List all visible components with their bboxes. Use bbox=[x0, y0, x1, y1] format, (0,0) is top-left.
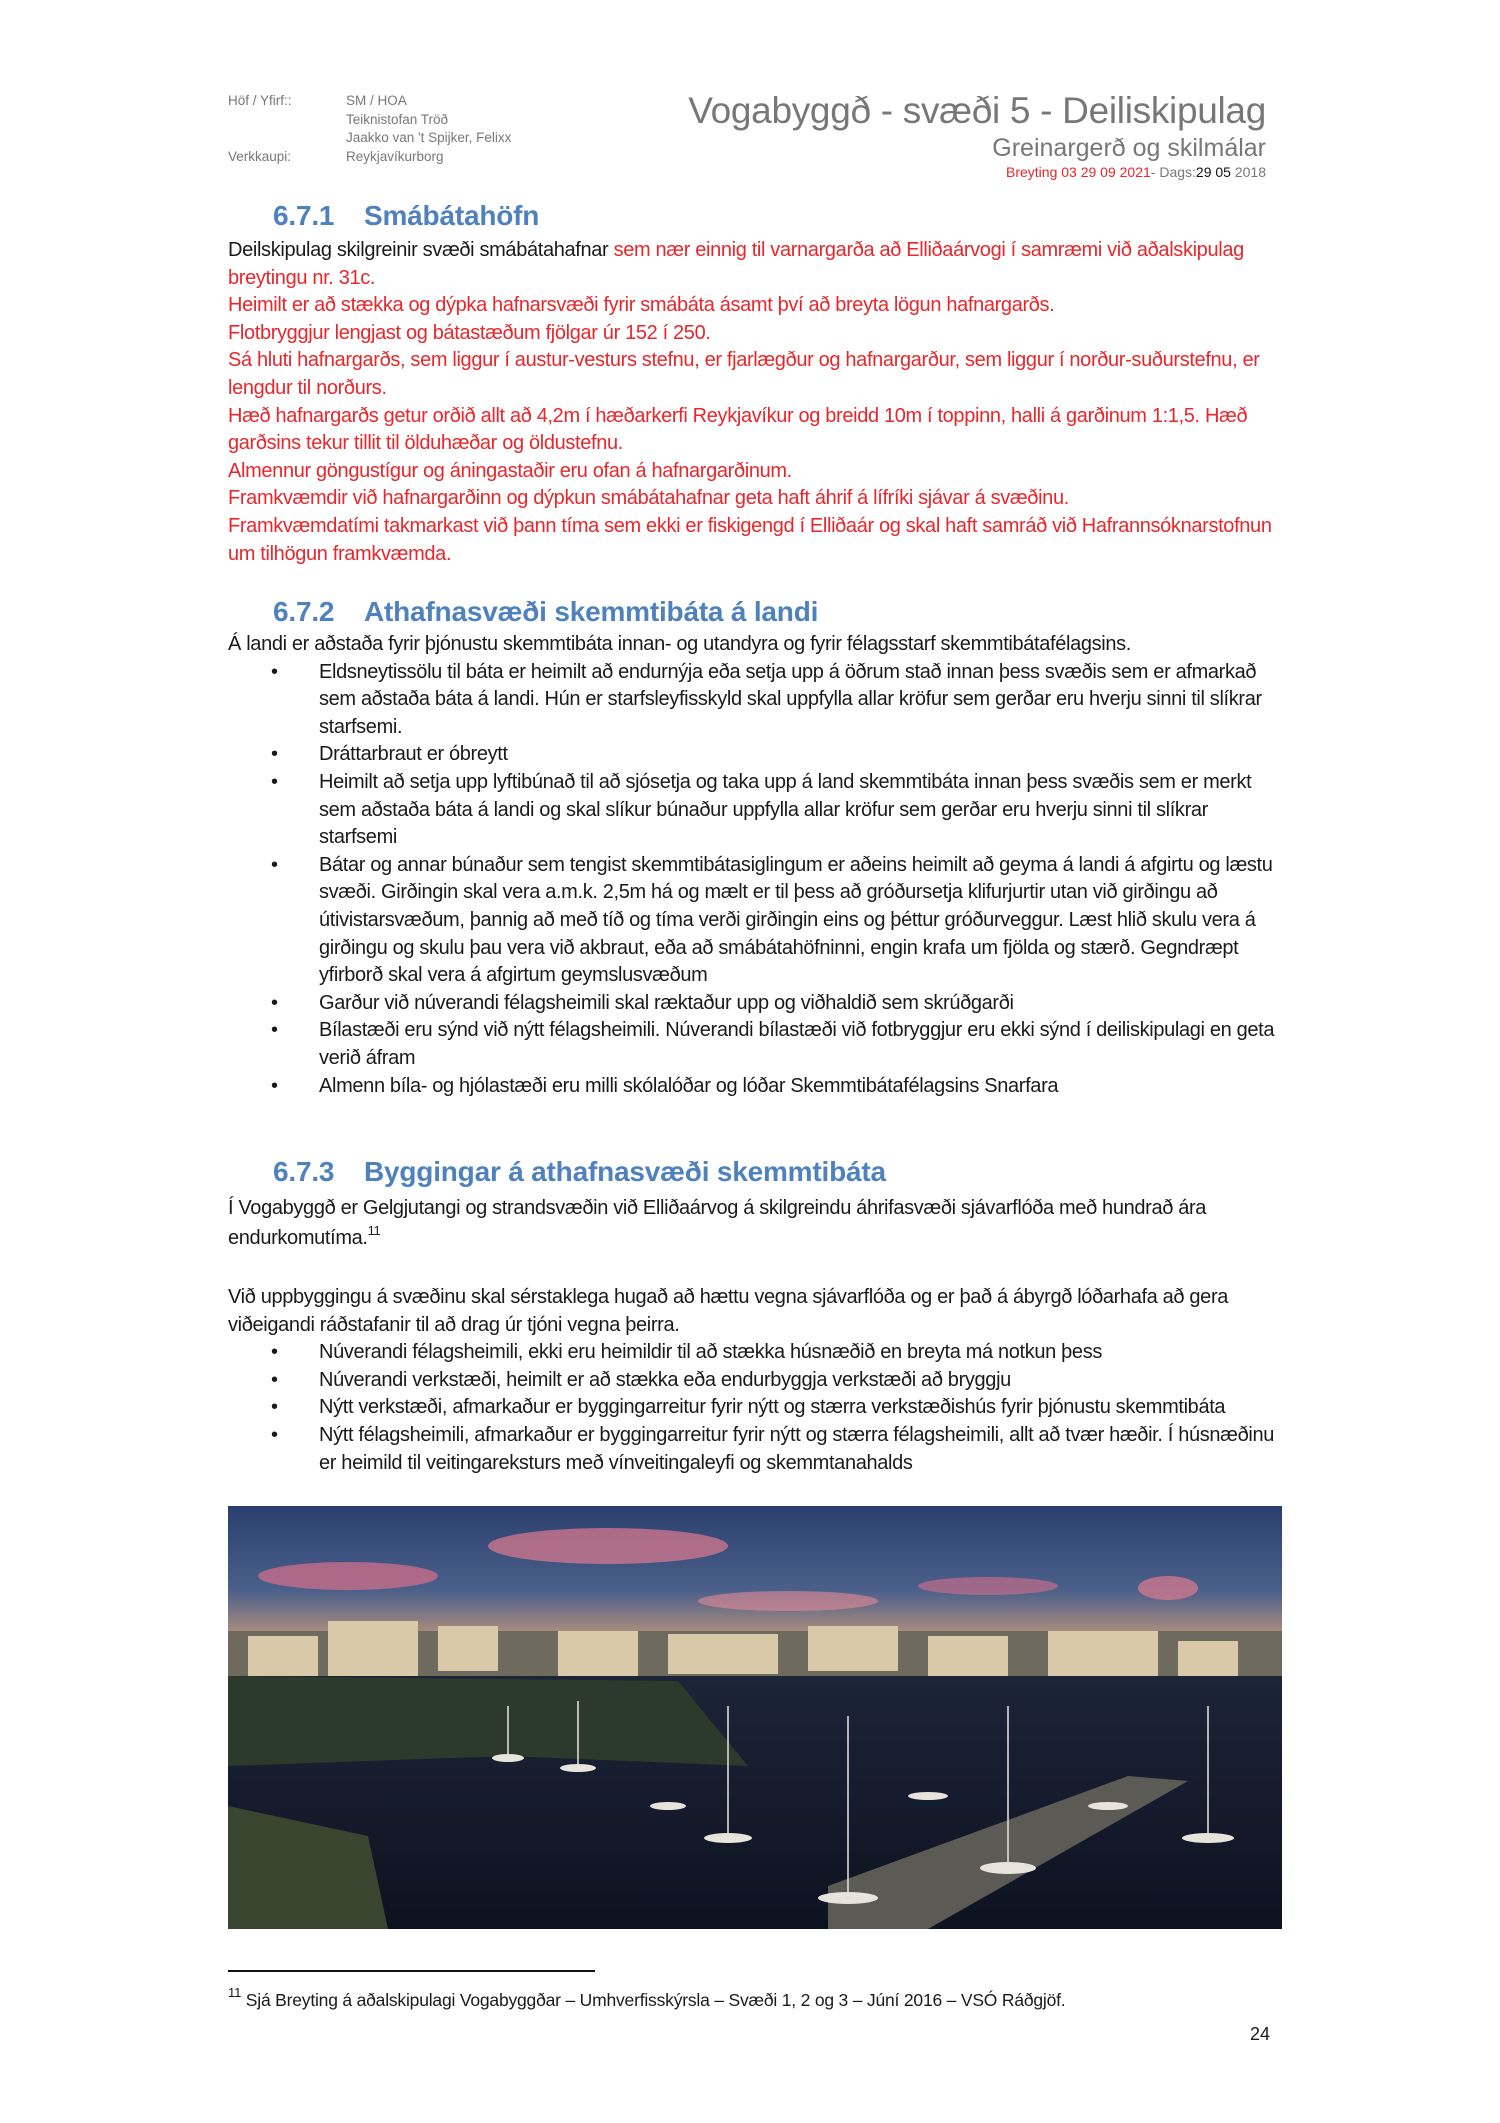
paragraph: Við uppbyggingu á svæðinu skal sérstaklega hugað að hættu vegna sjávarflóða og er það á ábyrgð lóðarhafa að gera viðeigandi ráðstafanir til að drag úr tjóni vegna þeirra. bbox=[228, 1286, 1229, 1336]
section-title: Byggingar á athafnasvæði skemmtibáta bbox=[364, 1156, 886, 1187]
list-item bbox=[228, 1367, 1290, 1395]
document-title: Vogabyggð - svæði 5 - Deiliskipulag bbox=[688, 90, 1266, 131]
footnote bbox=[228, 1985, 1066, 2011]
list-item bbox=[228, 1073, 1290, 1101]
bullet-icon: • bbox=[271, 770, 278, 793]
section-number: 6.7.3 bbox=[273, 1156, 335, 1187]
bullet-icon: • bbox=[271, 1396, 278, 1419]
section-672-body bbox=[228, 631, 1290, 1100]
paragraph: Á landi er aðstaða fyrir þjónustu skemmtibáta innan- og utandyra og fyrir félagsstarf skemmtibátafélagsins. bbox=[228, 633, 1132, 655]
intro-text: Í Vogabyggð er Gelgjutangi og strandsvæðin við Elliðaárvog á skilgreindu áhrifasvæði sjávarflóða með hundrað ára endurkomutíma. bbox=[228, 1197, 1207, 1249]
date-bold: 29 05 bbox=[1195, 164, 1231, 180]
list-item-text: Eldsneytissölu til báta er heimilt að endurnýja eða setja upp á öðrum stað innan þess svæðis sem er afmarkað sem aðstaða báta á landi. Hún er starfsleyfisskyld skal uppfylla allar kröfur sem gerðar eru hverju sinni til slíkrar starfsemi. bbox=[319, 660, 1262, 738]
marina-rendering-image bbox=[228, 1506, 1282, 1929]
bullet-list bbox=[228, 1339, 1290, 1477]
list-item bbox=[228, 852, 1290, 990]
list-item-text: Bátar og annar búnaður sem tengist skemmtibátasiglingum er aðeins heimilt að geyma á landi á afgirtu og læstu svæði. Girðingin skal vera a.m.k. 2,5m há og mælt er til þess að gróðursetja klifurjurtir utan við girðingu að útivistarsvæðum, þannig að með tíð og tíma verði girðingin eins og þéttur gróðurveggur. Læst hlið skulu vera á girðingu og skulu þau vera við akbraut, eða að smábátahöfninni, engin krafa um fjölda og stærð. Gegndræpt yfirborð skal vera á afgirtum geymslusvæðum bbox=[319, 853, 1273, 987]
revision-line: Sá hluti hafnargarðs, sem liggur í austur-vesturs stefnu, er fjarlægður og hafnargarður, sem liggur í norður-suðurstefnu, er lengdur til norðurs. bbox=[228, 349, 1260, 399]
list-item-text: Nýtt verkstæði, afmarkaður er byggingarreitur fyrir nýtt og stærra verkstæðishús fyrir þjónustu skemmtibáta bbox=[319, 1396, 1226, 1419]
bullet-icon: • bbox=[271, 1368, 278, 1391]
revision-line: Framkvæmdir við hafnargarðinn og dýpkun smábátahafnar geta haft áhrif á lífríki sjávar á svæðinu. bbox=[228, 487, 1069, 510]
revision-line: Flotbryggjur lengjast og bátastæðum fjölgar úr 152 í 250. bbox=[228, 321, 711, 344]
paragraph bbox=[228, 1193, 1290, 1253]
footnote-number: 11 bbox=[228, 1985, 242, 2000]
list-item bbox=[228, 659, 1290, 742]
list-item-text: Garður við núverandi félagsheimili skal ræktaður upp og viðhaldið sem skrúðgarði bbox=[319, 991, 1014, 1014]
list-item bbox=[228, 1422, 1290, 1477]
list-item-text: Heimilt að setja upp lyftibúnað til að sjósetja og taka upp á land skemmtibáta innan þess svæðis sem er merkt sem aðstaða báta á landi og skal slíkur búnaður uppfylla allar kröfur sem gerðar eru hverju sinni til slíkrar starfsemi bbox=[319, 770, 1252, 849]
footnote-divider bbox=[228, 1970, 595, 1972]
revision-line: Framkvæmdatími takmarkast við þann tíma sem ekki er fiskigengd í Elliðaár og skal haft samráð við Hafrannsóknarstofnun um tilhögun framkvæmda. bbox=[228, 514, 1272, 565]
bullet-icon: • bbox=[271, 853, 278, 876]
bullet-icon: • bbox=[271, 991, 278, 1014]
section-671-body bbox=[228, 237, 1290, 568]
section-heading-672 bbox=[273, 596, 818, 628]
bullet-icon: • bbox=[271, 743, 278, 766]
intro-text: Deilskipulag skilgreinir svæði smábátahafnar bbox=[228, 239, 609, 261]
document-subtitle: Greinargerð og skilmálar bbox=[992, 134, 1266, 162]
section-number: 6.7.2 bbox=[273, 596, 335, 627]
bullet-icon: • bbox=[271, 1423, 278, 1446]
revision-text: sem nær einnig til varnargarða að Elliðaárvogi í samræmi við aðalskipulag breytingu nr. 31c. bbox=[228, 239, 1244, 289]
meta-label-author: Höf / Yfirf:: bbox=[228, 93, 292, 108]
meta-value: Reykjavíkurborg bbox=[346, 148, 444, 164]
bullet-list bbox=[228, 659, 1290, 1101]
section-heading-671 bbox=[273, 200, 539, 232]
list-item bbox=[228, 990, 1290, 1018]
list-item bbox=[228, 1017, 1290, 1072]
revision-line: Almennur göngustígur og áningastaðir eru ofan á hafnargarðinum. bbox=[228, 459, 792, 482]
list-item bbox=[228, 1339, 1290, 1367]
list-item-text: Dráttarbraut er óbreytt bbox=[319, 743, 508, 766]
date-separator: - Dags: bbox=[1150, 164, 1196, 180]
meta-value: Jaakko van 't Spijker, Felixx bbox=[346, 130, 512, 145]
revision-line: Heimilt er að stækka og dýpka hafnarsvæði fyrir smábáta ásamt því að breyta lögun hafnargarðs. bbox=[228, 294, 1055, 317]
list-item-text: Bílastæði eru sýnd við nýtt félagsheimili. Núverandi bílastæði við fotbryggjur eru ekki sýnd í deiliskipulagi en geta verið áfram bbox=[319, 1019, 1275, 1069]
revision-label: Breyting 03 29 09 2021 bbox=[1006, 164, 1151, 180]
page-number: 24 bbox=[1250, 2024, 1271, 2044]
footnote-reference[interactable]: 11 bbox=[367, 1223, 381, 1238]
paragraph bbox=[228, 237, 1290, 292]
list-item-text: Núverandi verkstæði, heimilt er að stækka eða endurbyggja verkstæði að bryggju bbox=[319, 1368, 1011, 1391]
header-meta bbox=[228, 92, 528, 172]
revision-dates bbox=[1006, 164, 1266, 180]
section-title: Smábátahöfn bbox=[364, 200, 540, 231]
list-item-text: Almenn bíla- og hjólastæði eru milli skólalóðar og lóðar Skemmtibátafélagsins Snarfara bbox=[319, 1074, 1059, 1097]
footnote-text: Sjá Breyting á aðalskipulagi Vogabyggðar – Umhverfisskýrsla – Svæði 1, 2 og 3 – Júní 2016 – VSÓ Ráðgjöf. bbox=[245, 1990, 1066, 2010]
list-item bbox=[228, 741, 1290, 769]
bullet-icon: • bbox=[271, 660, 278, 683]
bullet-icon: • bbox=[271, 1019, 278, 1042]
section-673-body bbox=[228, 1284, 1290, 1477]
section-title: Athafnasvæði skemmtibáta á landi bbox=[364, 596, 819, 627]
list-item-text: Nýtt félagsheimili, afmarkaður er byggingarreitur fyrir nýtt og stærra félagsheimili, allt að tvær hæðir. Í húsnæðinu er heimild til veitingareksturs með vínveitingaleyfi og skemmtanahalds bbox=[319, 1423, 1275, 1474]
meta-label-client: Verkkaupi: bbox=[228, 148, 292, 164]
meta-value: SM / HOA bbox=[346, 93, 407, 108]
meta-value: Teiknistofan Tröð bbox=[346, 111, 449, 127]
list-item-text: Núverandi félagsheimili, ekki eru heimildir til að stækka húsnæðið en breyta má notkun þess bbox=[319, 1341, 1102, 1364]
list-item bbox=[228, 769, 1290, 852]
section-heading-673 bbox=[273, 1156, 886, 1188]
revision-line: Hæð hafnargarðs getur orðið allt að 4,2m í hæðarkerfi Reykjavíkur og breidd 10m í toppinn, halli á garðinum 1:1,5. Hæð garðsins tekur tillit til ölduhæðar og öldustefnu. bbox=[228, 404, 1248, 455]
list-item bbox=[228, 1394, 1290, 1422]
section-673-intro bbox=[228, 1193, 1290, 1253]
bullet-icon: • bbox=[271, 1341, 278, 1364]
bullet-icon: • bbox=[271, 1074, 278, 1097]
section-number: 6.7.1 bbox=[273, 200, 335, 231]
date-year: 2018 bbox=[1234, 164, 1266, 180]
